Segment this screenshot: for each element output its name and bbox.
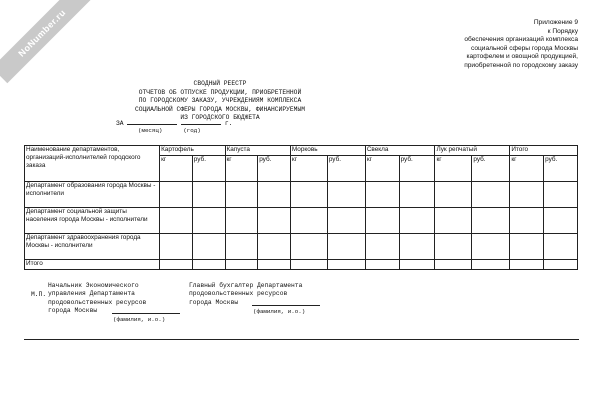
stamp-label: М.П. [31,291,47,298]
table-cell [290,260,327,270]
table-cell [225,208,258,234]
table-cell [327,234,365,260]
left-signatory-line: Начальник Экономического [48,282,139,289]
unit-kg: кг [290,156,327,182]
total-label: Итого [25,260,160,270]
month-hint: (месяц) [138,127,163,134]
watermark: NoNumber.ru [0,0,92,83]
table-row [25,234,578,260]
row-label: Департамент социальной защиты населения города Москвы - исполнители [25,208,160,234]
unit-kg: кг [225,156,258,182]
table-cell [160,182,193,208]
table-cell [435,182,472,208]
table-cell [225,182,258,208]
table-row-total [25,260,578,270]
table-cell [435,260,472,270]
title-line: СВОДНЫЙ РЕЕСТР [193,80,247,87]
table-cell [327,260,365,270]
unit-kg: кг [510,156,544,182]
table-cell [290,182,327,208]
registry-table [24,145,578,270]
table-cell [544,208,578,234]
unit-rub: руб. [399,156,435,182]
group-header: Морковь [290,146,365,156]
group-header: Свекла [365,146,435,156]
appendix-line: к Порядку [547,27,578,35]
year-hint: (год) [183,127,201,134]
period-prefix: ЗА [116,120,124,127]
group-header: Капуста [225,146,290,156]
right-signatory-line: Главный бухгалтер Департамента [189,282,303,289]
right-signatory-line: города Москвы [189,298,239,306]
table-cell [544,182,578,208]
table-cell [510,260,544,270]
table-cell [290,208,327,234]
title-line: ОТЧЕТОВ ОБ ОТПУСКЕ ПРОДУКЦИИ, ПРИОБРЕТЕННОЙ [138,88,302,96]
table-cell [225,234,258,260]
table-cell [258,234,291,260]
period-line [116,118,232,127]
appendix-block [378,19,578,71]
unit-kg: кг [435,156,472,182]
table-cell [192,234,225,260]
unit-rub: руб. [327,156,365,182]
table-cell [258,208,291,234]
table-cell [327,208,365,234]
table-cell [399,208,435,234]
table-cell [365,260,399,270]
table-row [25,182,578,208]
right-name-hint: (фамилия, и.о.) [253,308,306,315]
right-signatory-line: продовольственных ресурсов [189,290,288,298]
table-cell [258,182,291,208]
title-line: ИЗ ГОРОДСКОГО БЮДЖЕТА [180,114,260,122]
table-cell [258,260,291,270]
year-blank [181,118,221,125]
left-signatory-line: города Москвы [48,307,98,315]
period-hints [138,127,201,134]
table-cell [290,234,327,260]
table-cell [192,182,225,208]
table-cell [472,234,510,260]
table-cell [160,234,193,260]
table-cell [435,208,472,234]
title-line: ПО ГОРОДСКОМУ ЗАКАЗУ, УЧРЕЖДЕНИЯМ КОМПЛЕКСА [138,97,302,105]
bottom-divider [24,339,579,340]
unit-kg: кг [365,156,399,182]
unit-rub: руб. [192,156,225,182]
row-label: Департамент здравоохранения города Москвы - исполнители [25,234,160,260]
table-cell [435,234,472,260]
unit-rub: руб. [258,156,291,182]
table-cell [544,260,578,270]
unit-rub: руб. [472,156,510,182]
left-signatory [48,282,146,316]
table-cell [399,182,435,208]
table-cell [510,208,544,234]
row-label: Департамент образования города Москвы - исполнители [25,182,160,208]
table-cell [365,208,399,234]
appendix-line: приобретенной по городскому заказу [464,61,578,69]
left-name-hint: (фамилия, и.о.) [113,316,166,323]
table-cell [192,208,225,234]
title-line: СОЦИАЛЬНОЙ СФЕРЫ ГОРОДА МОСКВЫ, ФИНАНСИРУЕМЫМ [134,105,306,113]
table-cell [510,234,544,260]
unit-kg: кг [160,156,193,182]
document-title [70,80,370,123]
table-cell [472,208,510,234]
group-header: Итого [510,146,578,156]
table-cell [399,234,435,260]
table-cell [365,182,399,208]
appendix-line: социальной сферы города Москвы [470,44,578,52]
appendix-line: картофелем и овощной продукцией, [466,53,578,61]
period-suffix: г. [224,120,233,127]
appendix-line: обеспечения организаций комплекса [464,36,578,44]
unit-rub: руб. [544,156,578,182]
group-header: Картофель [160,146,225,156]
table-row [25,208,578,234]
table-cell [225,260,258,270]
left-signatory-line: управления Департамента [48,290,135,298]
right-signatory [189,282,302,307]
left-signature-line [112,313,180,314]
table-cell [510,182,544,208]
appendix-line: Приложение 9 [533,19,578,26]
table-cell [192,260,225,270]
table-cell [472,182,510,208]
table-cell [544,234,578,260]
table-cell [327,182,365,208]
table-cell [399,260,435,270]
right-signature-line [252,305,320,306]
table-cell [160,260,193,270]
table-cell [365,234,399,260]
name-header: Наименование департаментов, организаций-исполнителей городского заказа [25,146,160,182]
table-cell [160,208,193,234]
group-header: Лук репчатый [435,146,510,156]
table-cell [472,260,510,270]
month-blank [127,118,177,125]
left-signatory-line: продовольственных ресурсов [48,298,147,306]
